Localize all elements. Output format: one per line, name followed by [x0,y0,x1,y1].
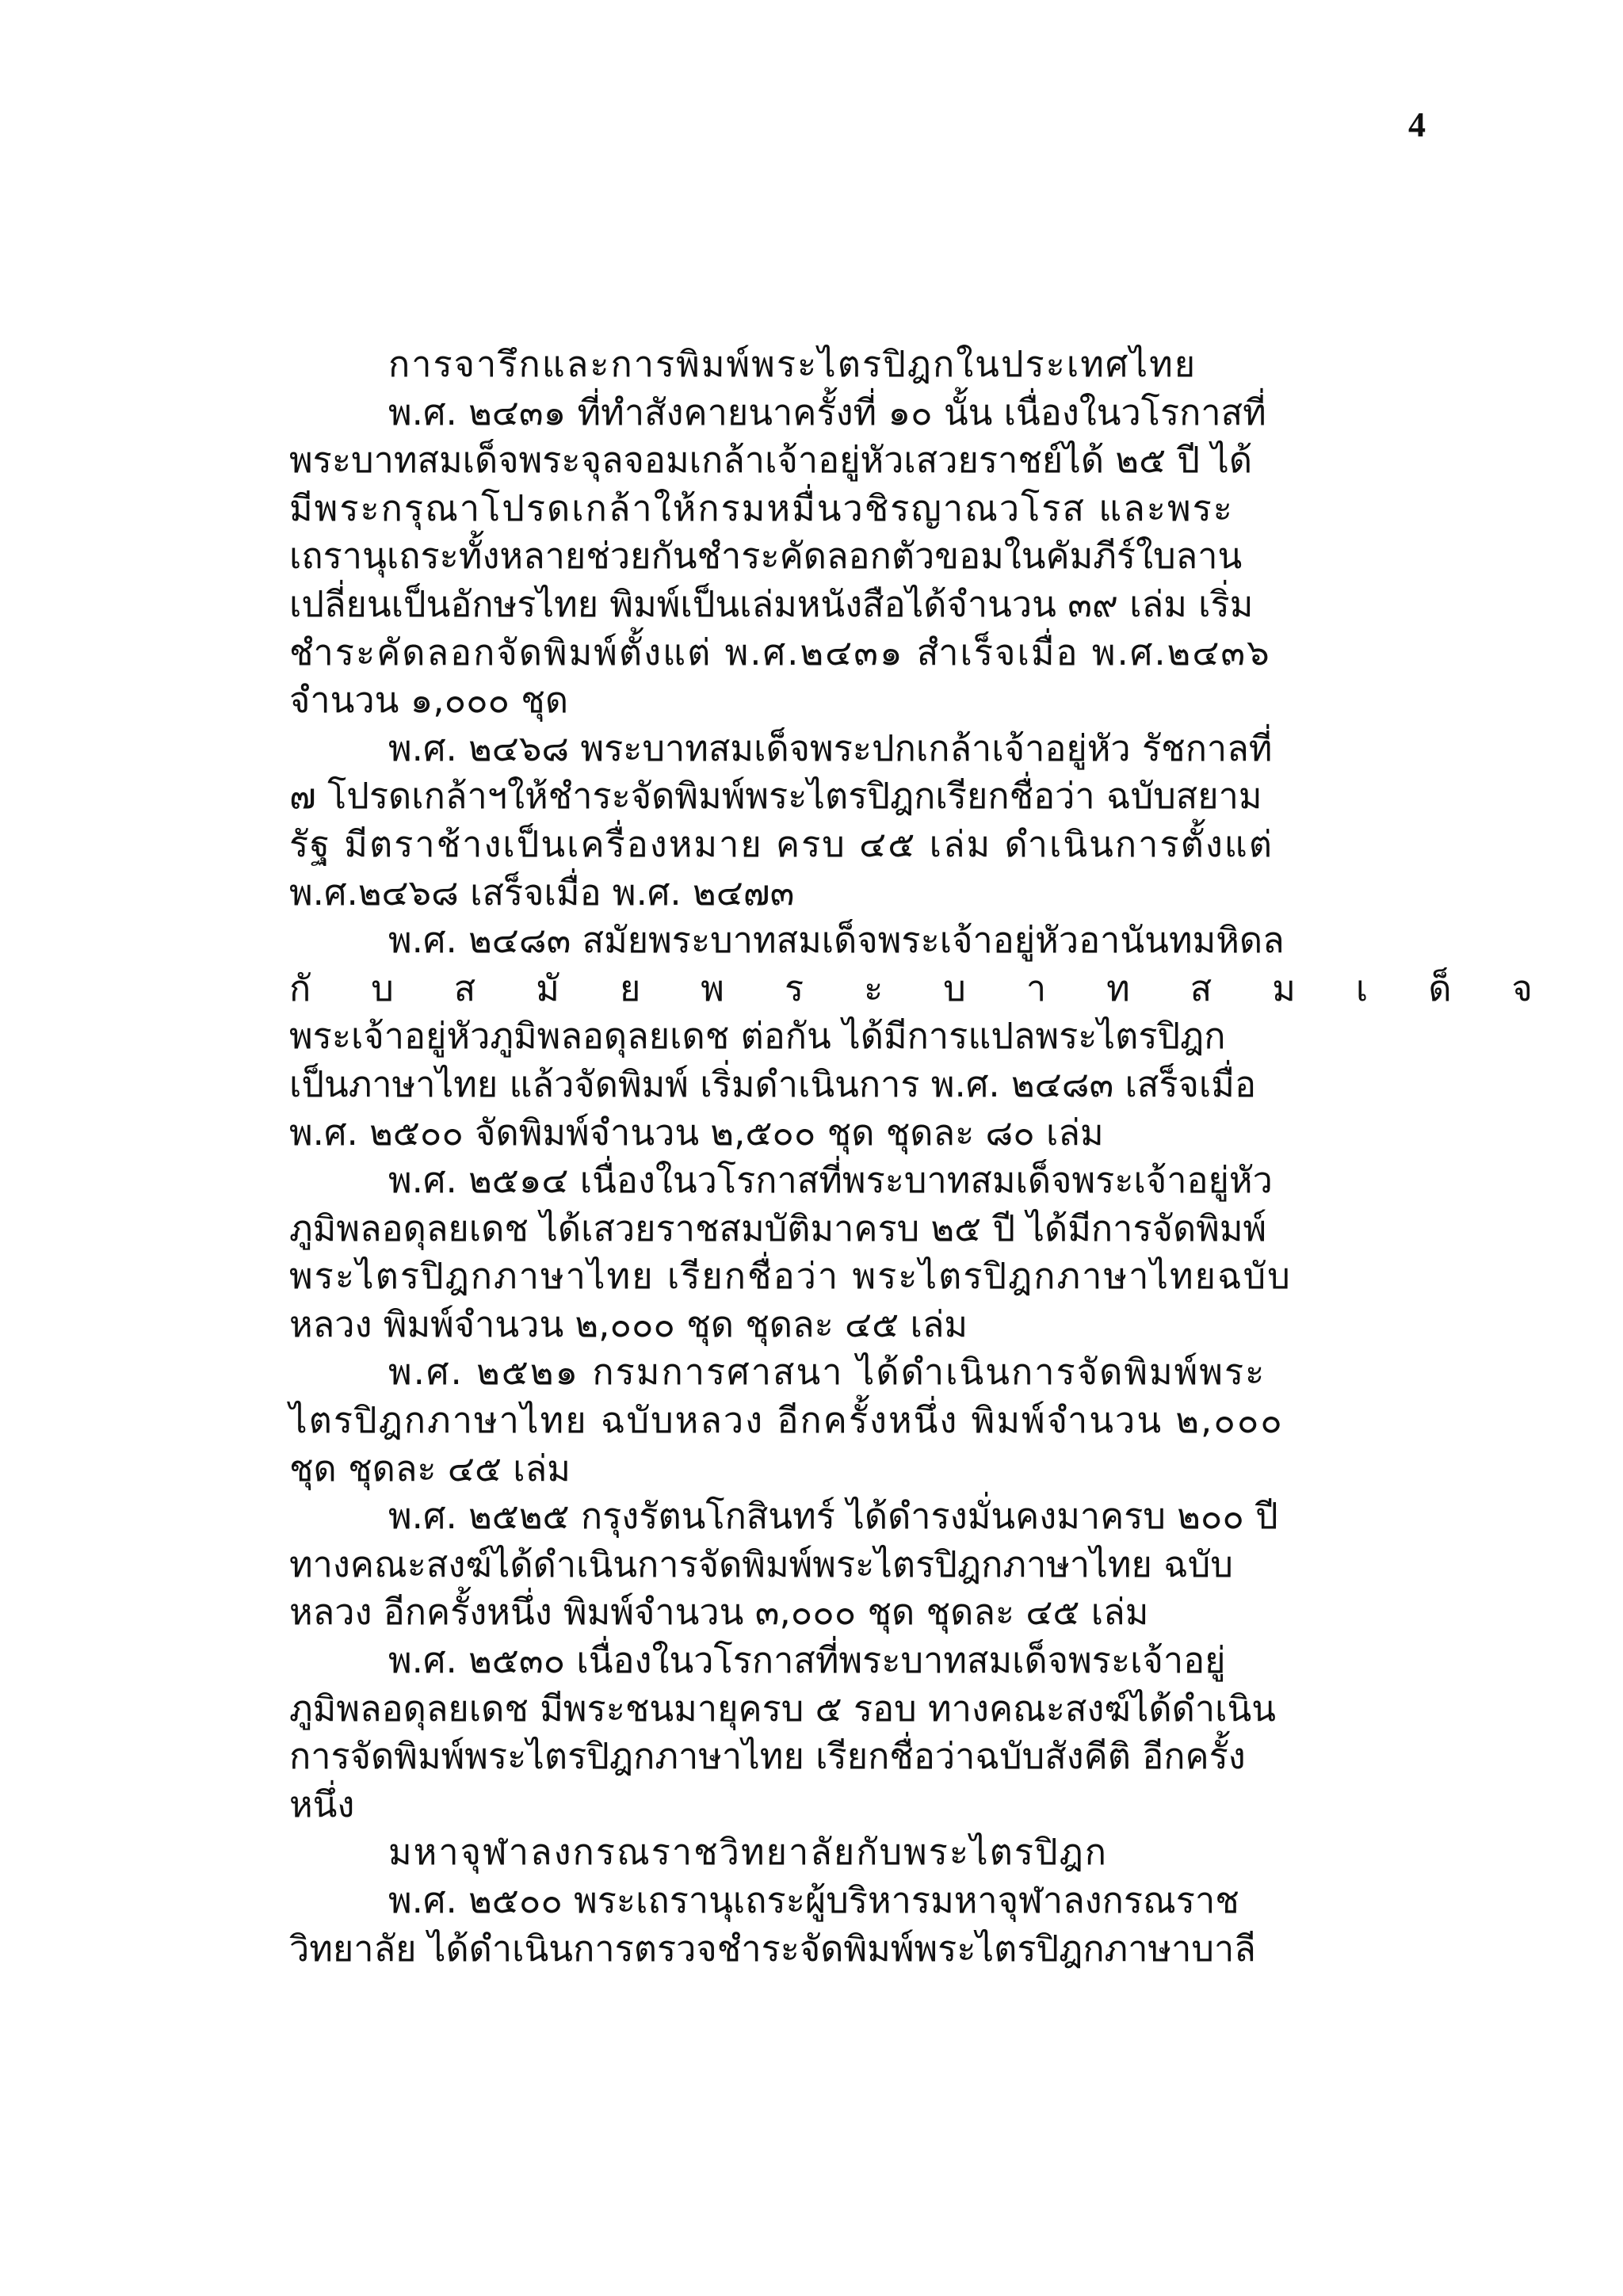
text-line: มีพระกรุณาโปรดเกล้าให้กรมหมื่นวชิรญาณวโรส และพระ [289,486,1234,529]
text-line: ไตรปิฎกภาษาไทย ฉบับหลวง อีกครั้งหนึ่ง พิมพ์จำนวน ๒,๐๐๐ [289,1399,1284,1442]
text-line: พ.ศ. ๒๕๓๐ เนื่องในวโรกาสที่พระบาทสมเด็จพระเจ้าอยู่ [388,1639,1226,1682]
text-line: หลวง อีกครั้งหนึ่ง พิมพ์จำนวน ๓,๐๐๐ ชุด ชุดละ ๔๕ เล่ม [289,1591,1149,1634]
text-line: พ.ศ. ๒๕๐๐ พระเถรานุเถระผู้บริหารมหาจุฬาลงกรณราช [388,1879,1239,1921]
text-line: วิทยาลัย ได้ดำเนินการตรวจชำระจัดพิมพ์พระไตรปิฎกภาษาบาลี [289,1927,1256,1970]
text-line: พระไตรปิฎกภาษาไทย เรียกชื่อว่า พระไตรปิฎกภาษาไทยฉบับ [289,1255,1292,1298]
text-line: พ.ศ. ๒๔๖๘ พระบาทสมเด็จพระปกเกล้าเจ้าอยู่หัว รัชกาลที่ [388,727,1273,769]
text-line-spread: กับสมัยพระบาทสมเด็จ [289,967,1593,1009]
text-line: พ.ศ. ๒๔๓๑ ที่ทำสังคายนาครั้งที่ ๑๐ นั้น เนื่องในวโรกาสที่ [388,391,1266,433]
text-line: รัฐ มีตราช้างเป็นเครื่องหมาย ครบ ๔๕ เล่ม ดำเนินการตั้งแต่ [289,822,1274,865]
text-line: หลวง พิมพ์จำนวน ๒,๐๐๐ ชุด ชุดละ ๔๕ เล่ม [289,1302,968,1345]
text-line: พ.ศ.๒๔๖๘ เสร็จเมื่อ พ.ศ. ๒๔๗๓ [289,871,795,913]
text-line: ๗ โปรดเกล้าฯให้ชำระจัดพิมพ์พระไตรปิฎกเรียกชื่อว่า ฉบับสยาม [289,775,1262,818]
text-line: ภูมิพลอดุลยเดช มีพระชนมายุครบ ๕ รอบ ทางคณะสงฆ์ได้ดำเนิน [289,1687,1277,1730]
text-line: เป็นภาษาไทย แล้วจัดพิมพ์ เริ่มดำเนินการ พ.ศ. ๒๔๘๓ เสร็จเมื่อ [289,1062,1256,1105]
text-line: เปลี่ยนเป็นอักษรไทย พิมพ์เป็นเล่มหนังสือได้จำนวน ๓๙ เล่ม เริ่ม [289,582,1254,625]
text-line: พระบาทสมเด็จพระจุลจอมเกล้าเจ้าอยู่หัวเสวยราชย์ได้ ๒๕ ปี ได้ [289,439,1253,482]
page-number: 4 [1408,105,1426,144]
text-line: พ.ศ. ๒๕๑๔ เนื่องในวโรกาสที่พระบาทสมเด็จพระเจ้าอยู่หัว [388,1159,1273,1202]
document-body [289,341,1593,1973]
text-line: ชุด ชุดละ ๔๕ เล่ม [289,1447,571,1489]
section-heading: มหาจุฬาลงกรณราชวิทยาลัยกับพระไตรปิฎก [388,1831,1109,1874]
text-line: การจัดพิมพ์พระไตรปิฎกภาษาไทย เรียกชื่อว่าฉบับสังคีติ อีกครั้ง [289,1735,1246,1778]
text-line: พ.ศ. ๒๕๒๕ กรุงรัตนโกสินทร์ ได้ดำรงมั่นคงมาครบ ๒๐๐ ปี [388,1495,1278,1538]
text-line: พ.ศ. ๒๕๒๑ กรมการศาสนา ได้ดำเนินการจัดพิมพ์พระ [388,1351,1266,1394]
text-line: พระเจ้าอยู่หัวภูมิพลอดุลยเดช ต่อกัน ได้มีการแปลพระไตรปิฎก [289,1015,1226,1058]
text-line: จำนวน ๑,๐๐๐ ชุด [289,679,569,722]
text-line: ทางคณะสงฆ์ได้ดำเนินการจัดพิมพ์พระไตรปิฎกภาษาไทย ฉบับ [289,1543,1233,1585]
text-line: ชำระคัดลอกจัดพิมพ์ตั้งแต่ พ.ศ.๒๔๓๑ สำเร็จเมื่อ พ.ศ.๒๔๓๖ [289,631,1271,673]
text-line: พ.ศ. ๒๔๘๓ สมัยพระบาทสมเด็จพระเจ้าอยู่หัวอานันทมหิดล [388,919,1285,962]
text-line: เถรานุเถระทั้งหลายช่วยกันชำระคัดลอกตัวขอมในคัมภีร์ใบลาน [289,535,1243,578]
text-line: พ.ศ. ๒๕๐๐ จัดพิมพ์จำนวน ๒,๕๐๐ ชุด ชุดละ ๘๐ เล่ม [289,1111,1104,1154]
text-line: ภูมิพลอดุลยเดช ได้เสวยราชสมบัติมาครบ ๒๕ ปี ได้มีการจัดพิมพ์ [289,1207,1267,1249]
text-line: หนึ่ง [289,1783,355,1825]
section-heading: การจารึกและการพิมพ์พระไตรปิฎกในประเทศไทย [388,343,1197,385]
